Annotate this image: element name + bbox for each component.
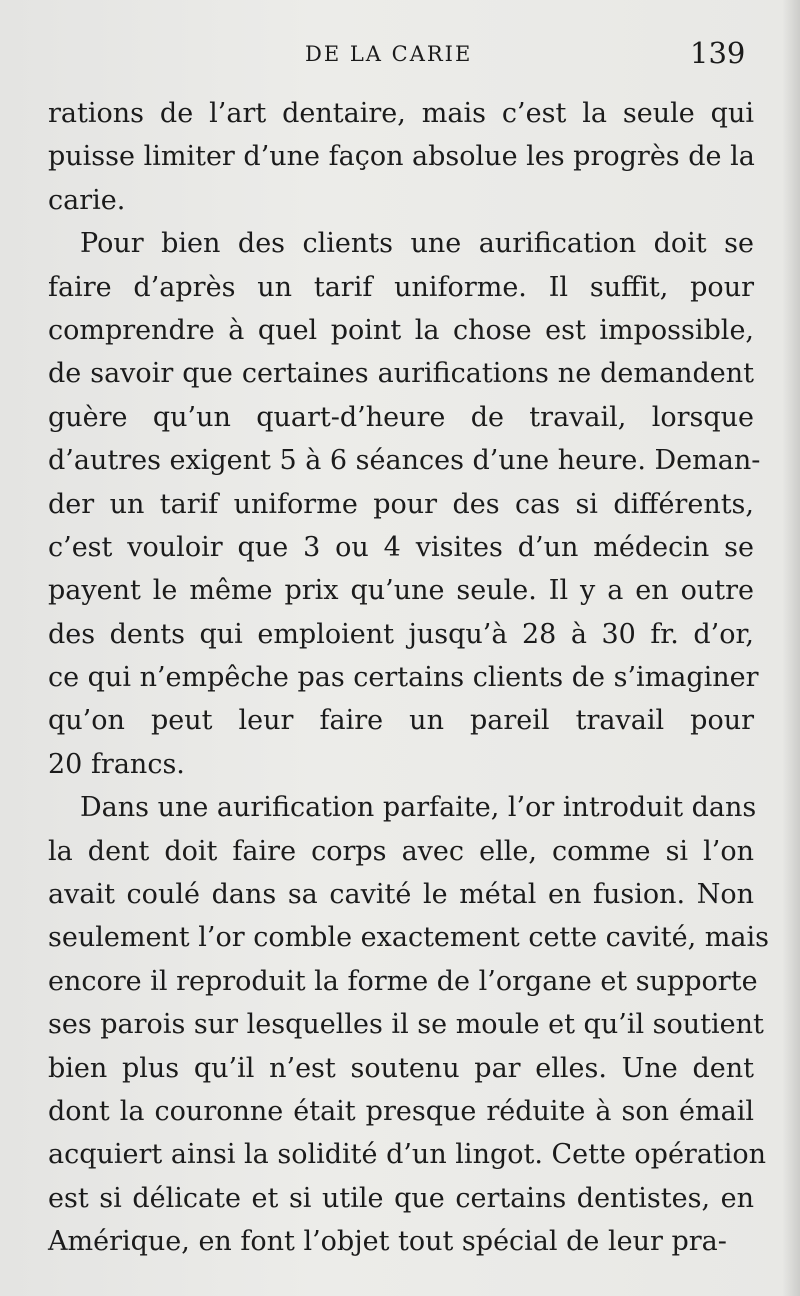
- text-line: qu’on peut leur faire un pareil travail pour: [48, 705, 754, 737]
- text-line: c’est vouloir que 3 ou 4 visites d’un médecin se: [48, 531, 754, 563]
- page-number: 139: [690, 36, 746, 70]
- text-line: ses parois sur lesquelles il se moule et qu’il soutient: [48, 1009, 764, 1041]
- text-line: de savoir que certaines aurifications ne demandent: [48, 358, 754, 390]
- text-line: payent le même prix qu’une seule. Il y a en outre: [48, 575, 754, 607]
- text-line: la dent doit faire corps avec elle, comme si l’on: [48, 835, 754, 867]
- text-line: puisse limiter d’une façon absolue les progrès de la: [48, 141, 755, 173]
- running-head: DE LA CARIE: [305, 42, 473, 66]
- text-line: Dans une aurification parfaite, l’or introduit dans: [80, 792, 757, 824]
- text-line: guère qu’un quart-d’heure de travail, lorsque: [48, 401, 754, 433]
- text-line: avait coulé dans sa cavité le métal en fusion. Non: [48, 879, 754, 911]
- text-line: encore il reproduit la forme de l’organe et supporte: [48, 965, 758, 997]
- text-line: Pour bien des clients une aurification doit se: [80, 228, 754, 260]
- text-line: bien plus qu’il n’est soutenu par elles. Une dent: [48, 1052, 754, 1084]
- text-line: ce qui n’empêche pas certains clients de s’imaginer: [48, 662, 759, 694]
- text-line: Amérique, en font l’objet tout spécial de leur pra-: [48, 1226, 727, 1258]
- text-line: des dents qui emploient jusqu’à 28 à 30 fr. d’or,: [48, 618, 754, 650]
- text-line: carie.: [48, 184, 126, 216]
- text-line: faire d’après un tarif uniforme. Il suffit, pour: [48, 271, 754, 303]
- text-line: rations de l’art dentaire, mais c’est la seule qui: [48, 98, 754, 129]
- text-line: est si délicate et si utile que certains dentistes, en: [48, 1182, 754, 1214]
- page-edge-shadow: [782, 0, 800, 1296]
- text-line: dont la couronne était presque réduite à son émail: [48, 1095, 754, 1127]
- text-line: comprendre à quel point la chose est impossible,: [48, 314, 754, 346]
- text-line: der un tarif uniforme pour des cas si différents,: [48, 488, 754, 520]
- text-line: seulement l’or comble exactement cette cavité, mais: [48, 922, 769, 954]
- text-line: acquiert ainsi la solidité d’un lingot. Cette opération: [48, 1139, 767, 1171]
- text-line: 20 francs.: [48, 748, 185, 780]
- text-line: d’autres exigent 5 à 6 séances d’une heure. Deman-: [48, 445, 761, 477]
- body-text: [48, 92, 769, 1264]
